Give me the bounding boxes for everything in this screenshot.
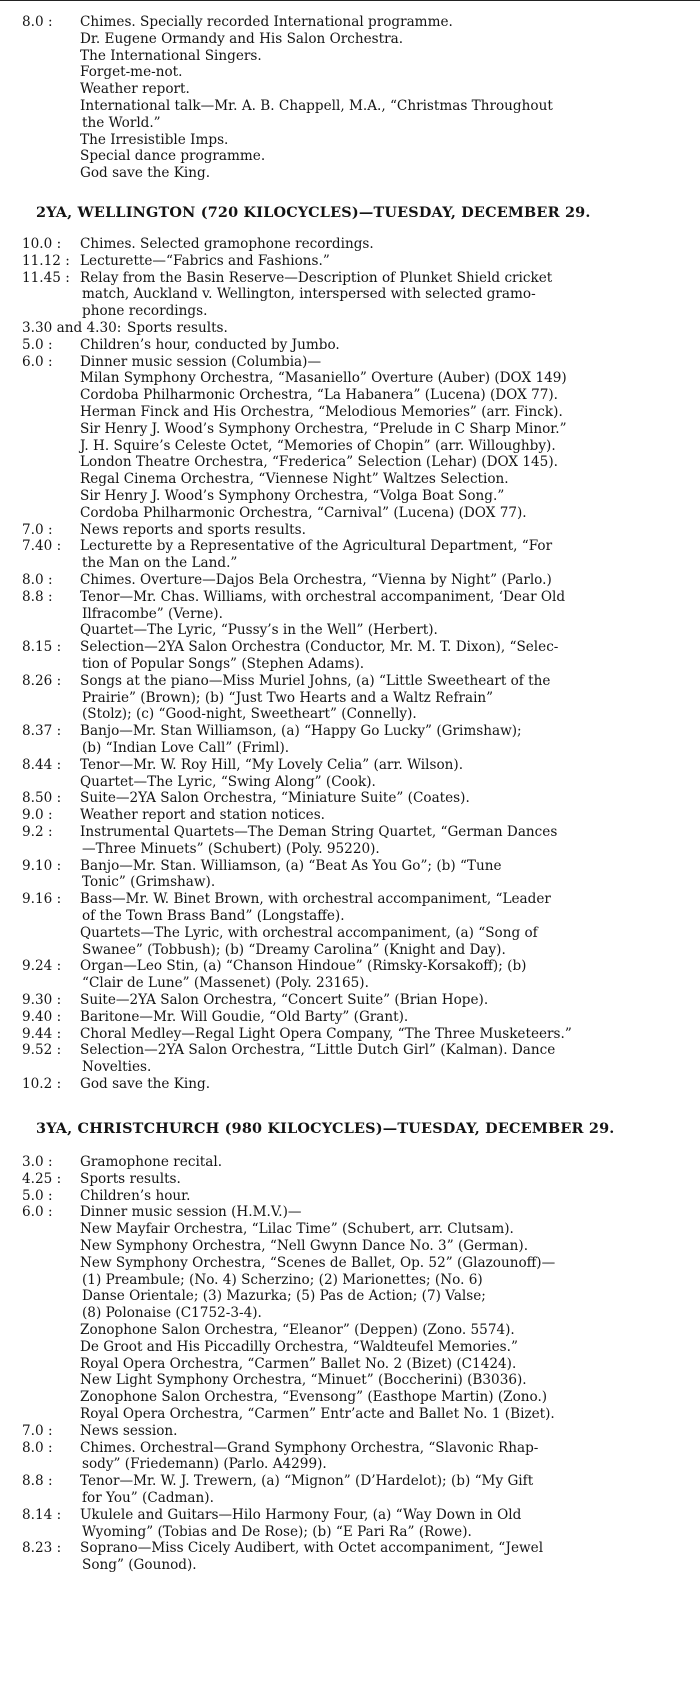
entry-text-line: Suite—2YA Salon Orchestra, “Miniature Suite” (Coates). bbox=[80, 790, 470, 807]
entry-text-line: De Groot and His Piccadilly Orchestra, “Waldteufel Memories.” bbox=[80, 1338, 518, 1355]
entry-text-line: Dr. Eugene Ormandy and His Salon Orchestra. bbox=[80, 30, 404, 47]
entry-text-line: Zonophone Salon Orchestra, “Eleanor” (Deppen) (Zono. 5574). bbox=[80, 1321, 515, 1338]
entry-text-line: Chimes. Selected gramophone recordings. bbox=[80, 236, 374, 252]
entry-text-line: New Symphony Orchestra, “Nell Gwynn Dance No. 3” (German). bbox=[80, 1237, 529, 1254]
entry-time: 8.14 : bbox=[22, 1506, 62, 1523]
entry-text-line: Swanee” (Tobbush); (b) “Dreamy Carolina” (Knight and Day). bbox=[82, 941, 506, 958]
entry-text-line: sody” (Friedemann) (Parlo. A4299). bbox=[82, 1456, 327, 1473]
programme-entry bbox=[0, 320, 700, 337]
entry-text-line: Selection—2YA Salon Orchestra, “Little Dutch Girl” (Kalman). Dance bbox=[80, 1042, 556, 1059]
entry-time: 8.26 : bbox=[22, 672, 62, 689]
programme-entry bbox=[0, 1009, 700, 1026]
programme-entry bbox=[0, 522, 700, 539]
entry-time: 8.37 : bbox=[22, 723, 62, 740]
entry-text-line: Milan Symphony Orchestra, “Masaniello” Overture (Auber) (DOX 149) bbox=[80, 370, 567, 387]
entry-text-line: Sir Henry J. Wood’s Symphony Orchestra, “Prelude in C Sharp Minor.” bbox=[80, 420, 567, 437]
entry-text-line: Weather report and station notices. bbox=[80, 807, 326, 824]
station-heading: 2YA, WELLINGTON (720 KILOCYCLES)—TUESDAY, DECEMBER 29. bbox=[36, 204, 591, 221]
entry-text-line: London Theatre Orchestra, “Frederica” Selection (Lehar) (DOX 145). bbox=[80, 454, 558, 471]
entry-time: 8.50 : bbox=[22, 790, 62, 807]
entry-text-line: Gramophone recital. bbox=[80, 1154, 223, 1170]
entry-time: 7.0 : bbox=[22, 1422, 53, 1439]
programme-entry bbox=[0, 824, 700, 858]
entry-text-line: Organ—Leo Stin, (a) “Chanson Hindoue” (Rimsky-Korsakoff); (b) bbox=[80, 958, 527, 975]
entry-text-line: Prairie” (Brown); (b) “Just Two Hearts and a Waltz Refrain” bbox=[82, 689, 494, 706]
programme-entry bbox=[0, 1171, 700, 1188]
entry-text-line: Song” (Gounod). bbox=[82, 1557, 197, 1574]
entry-time: 9.0 : bbox=[22, 807, 53, 824]
programme-entry bbox=[0, 1507, 700, 1541]
programme-entry bbox=[0, 807, 700, 824]
entry-time: 8.0 : bbox=[22, 14, 53, 30]
entry-text-line: Lecturette—“Fabrics and Fashions.” bbox=[80, 252, 330, 269]
entry-text-line: of the Town Brass Band” (Longstaffe). bbox=[82, 907, 345, 924]
entry-text-line: Wyoming” (Tobias and De Rose); (b) “E Pari Ra” (Rowe). bbox=[82, 1523, 472, 1540]
entry-text-line: Herman Finck and His Orchestra, “Melodious Memories” (arr. Finck). bbox=[80, 403, 563, 420]
entry-text-line: Dinner music session (Columbia)— bbox=[80, 353, 322, 370]
entry-text-line: Tenor—Mr. Chas. Williams, with orchestral accompaniment, ‘Dear Old bbox=[80, 588, 566, 605]
programme-entry bbox=[0, 1154, 700, 1171]
entry-time: 9.10 : bbox=[22, 857, 62, 874]
entry-text-line: Ukulele and Guitars—Hilo Harmony Four, (a) “Way Down in Old bbox=[80, 1506, 522, 1523]
programme-entry bbox=[0, 992, 700, 1009]
programme-entry bbox=[0, 270, 700, 320]
entry-text-line: Selection—2YA Salon Orchestra (Conductor, Mr. M. T. Dixon), “Selec- bbox=[80, 639, 559, 656]
entry-text-line: for You” (Cadman). bbox=[82, 1489, 214, 1506]
entry-text-line: —Three Minuets” (Schubert) (Poly. 95220). bbox=[82, 840, 380, 857]
entry-time: 9.44 : bbox=[22, 1025, 62, 1042]
entry-time: 8.0 : bbox=[22, 1439, 53, 1456]
programme-entry bbox=[0, 354, 700, 522]
programme-entry bbox=[0, 1423, 700, 1440]
entry-text-line: New Symphony Orchestra, “Scenes de Ballet, Op. 52” (Glazounoff)— bbox=[80, 1254, 556, 1271]
entry-text-line: Banjo—Mr. Stan Williamson, (a) “Happy Go Lucky” (Grimshaw); bbox=[80, 723, 522, 740]
programme-entry bbox=[0, 757, 700, 791]
entry-time: 8.23 : bbox=[22, 1540, 62, 1557]
entry-time: 8.15 : bbox=[22, 639, 62, 656]
entry-time: 6.0 : bbox=[22, 1204, 53, 1221]
programme-entry bbox=[0, 1473, 700, 1507]
station-heading: 3YA, CHRISTCHURCH (980 KILOCYCLES)—TUESDAY, DECEMBER 29. bbox=[36, 1120, 615, 1137]
programme-entry bbox=[0, 589, 700, 639]
entry-text-line: Special dance programme. bbox=[80, 148, 266, 165]
entry-text-line: Soprano—Miss Cicely Audibert, with Octet accompaniment, “Jewel bbox=[80, 1540, 544, 1557]
entry-text-line: Bass—Mr. W. Binet Brown, with orchestral accompaniment, “Leader bbox=[80, 891, 551, 908]
entry-time: 11.12 : bbox=[22, 252, 70, 269]
entry-text-line: Baritone—Mr. Will Goudie, “Old Barty” (Grant). bbox=[80, 1008, 409, 1025]
entry-text-line: Royal Opera Orchestra, “Carmen” Entr’acte and Ballet No. 1 (Bizet). bbox=[80, 1405, 555, 1422]
entry-text-line: Weather report. bbox=[80, 81, 190, 98]
entry-time: 4.25 : bbox=[22, 1170, 62, 1187]
programme-entry bbox=[0, 1540, 700, 1574]
programme-entry bbox=[0, 1076, 700, 1093]
entry-text-line: Zonophone Salon Orchestra, “Evensong” (Easthope Martin) (Zono.) bbox=[80, 1389, 548, 1406]
entry-time: 9.24 : bbox=[22, 958, 62, 975]
entry-time: 10.2 : bbox=[22, 1076, 62, 1092]
entry-time: 8.0 : bbox=[22, 572, 53, 588]
entry-text-line: (8) Polonaise (C1752-3-4). bbox=[82, 1305, 262, 1322]
entry-text-line: Quartet—The Lyric, “Swing Along” (Cook). bbox=[80, 773, 376, 790]
entry-time: 5.0 : bbox=[22, 1187, 53, 1204]
entry-text-line: Songs at the piano—Miss Muriel Johns, (a) “Little Sweetheart of the bbox=[80, 672, 551, 689]
entry-time: 7.40 : bbox=[22, 538, 62, 555]
entry-text-line: Chimes. Overture—Dajos Bela Orchestra, “Vienna by Night” (Parlo.) bbox=[80, 572, 552, 588]
entry-time: 5.0 : bbox=[22, 336, 53, 353]
entry-text-line: News session. bbox=[80, 1422, 178, 1439]
entry-text-line: God save the King. bbox=[80, 1076, 211, 1092]
entry-text-line: New Mayfair Orchestra, “Lilac Time” (Schubert, arr. Clutsam). bbox=[80, 1221, 514, 1238]
entry-text-line: the World.” bbox=[82, 114, 161, 131]
entry-text-line: The Irresistible Imps. bbox=[80, 131, 229, 148]
entry-text-line: (Stolz); (c) “Good-night, Sweetheart” (Connelly). bbox=[82, 706, 417, 723]
programme-entry bbox=[0, 337, 700, 354]
entry-time: 9.40 : bbox=[22, 1008, 62, 1025]
entry-text-line: Cordoba Philharmonic Orchestra, “Carnival” (Lucena) (DOX 77). bbox=[80, 504, 527, 521]
top-rule bbox=[0, 0, 700, 1]
entry-time: 3.0 : bbox=[22, 1154, 53, 1170]
entry-text-line: Sports results. bbox=[127, 320, 228, 336]
entry-time: 9.16 : bbox=[22, 891, 62, 908]
entry-text-line: Suite—2YA Salon Orchestra, “Concert Suite” (Brian Hope). bbox=[80, 992, 489, 1008]
entry-time: 11.45 : bbox=[22, 269, 70, 286]
entry-time: 9.30 : bbox=[22, 992, 62, 1008]
entry-text-line: tion of Popular Songs” (Stephen Adams). bbox=[82, 655, 365, 672]
entry-text-line: Dinner music session (H.M.V.)— bbox=[80, 1204, 302, 1221]
programme-entry bbox=[0, 858, 700, 892]
programme-entry bbox=[0, 1204, 700, 1422]
entry-text-line: Tenor—Mr. W. Roy Hill, “My Lovely Celia” (arr. Wilson). bbox=[80, 756, 464, 773]
programme-entry bbox=[0, 1440, 700, 1474]
entry-text-line: International talk—Mr. A. B. Chappell, M.A., “Christmas Throughout bbox=[80, 98, 553, 114]
entry-text-line: Ilfracombe” (Verne). bbox=[82, 605, 223, 622]
programme-entry bbox=[0, 1188, 700, 1205]
entry-text-line: Lecturette by a Representative of the Agricultural Department, “For bbox=[80, 538, 553, 555]
entry-text-line: Sir Henry J. Wood’s Symphony Orchestra, “Volga Boat Song.” bbox=[80, 487, 505, 504]
entry-text-line: Regal Cinema Orchestra, “Viennese Night” Waltzes Selection. bbox=[80, 471, 509, 488]
entry-time: 3.30 and 4.30: bbox=[22, 320, 122, 336]
entry-time: 8.8 : bbox=[22, 588, 53, 605]
programme-entry bbox=[0, 673, 700, 723]
programme-entry bbox=[0, 538, 700, 572]
entry-text-line: (1) Preambule; (No. 4) Scherzino; (2) Marionettes; (No. 6) bbox=[82, 1271, 483, 1288]
entry-text-line: Quartets—The Lyric, with orchestral accompaniment, (a) “Song of bbox=[80, 924, 538, 941]
entry-text-line: Forget-me-not. bbox=[80, 64, 183, 81]
entry-time: 7.0 : bbox=[22, 521, 53, 538]
entry-text-line: (b) “Indian Love Call” (Friml). bbox=[82, 739, 290, 756]
programme-entry bbox=[0, 253, 700, 270]
entry-text-line: God save the King. bbox=[80, 165, 211, 182]
entry-text-line: Royal Opera Orchestra, “Carmen” Ballet No. 2 (Bizet) (C1424). bbox=[80, 1355, 517, 1372]
entry-text-line: Sports results. bbox=[80, 1170, 181, 1187]
entry-text-line: New Light Symphony Orchestra, “Minuet” (Boccherini) (B3036). bbox=[80, 1372, 527, 1389]
entry-text-line: Chimes. Orchestral—Grand Symphony Orchestra, “Slavonic Rhap- bbox=[80, 1439, 539, 1456]
entry-text-line: “Clair de Lune” (Massenet) (Poly. 23165). bbox=[82, 975, 369, 992]
programme-entry bbox=[0, 790, 700, 807]
entry-text-line: match, Auckland v. Wellington, interspersed with selected gramo- bbox=[82, 286, 536, 303]
entry-text-line: Children’s hour. bbox=[80, 1187, 191, 1204]
entry-time: 10.0 : bbox=[22, 236, 62, 252]
entry-text-line: J. H. Squire’s Celeste Octet, “Memories of Chopin” (arr. Willoughby). bbox=[80, 437, 556, 454]
entry-time: 9.2 : bbox=[22, 824, 53, 840]
programme-entry bbox=[0, 1026, 700, 1043]
entry-text-line: Relay from the Basin Reserve—Description of Plunket Shield cricket bbox=[80, 269, 553, 286]
programme-entry bbox=[0, 639, 700, 673]
programme-entry bbox=[0, 572, 700, 589]
entry-text-line: Quartet—The Lyric, “Pussy’s in the Well” (Herbert). bbox=[80, 622, 438, 639]
entry-text-line: Novelties. bbox=[82, 1059, 152, 1076]
entry-text-line: Children’s hour, conducted by Jumbo. bbox=[80, 336, 340, 353]
programme-entry bbox=[0, 958, 700, 992]
entry-text-line: Tenor—Mr. W. J. Trewern, (a) “Mignon” (D’Hardelot); (b) “My Gift bbox=[80, 1473, 534, 1490]
entry-time: 6.0 : bbox=[22, 353, 53, 370]
entry-text-line: News reports and sports results. bbox=[80, 521, 306, 538]
entry-text-line: phone recordings. bbox=[82, 303, 208, 320]
entry-time: 8.44 : bbox=[22, 756, 62, 773]
entry-time: 9.52 : bbox=[22, 1042, 62, 1059]
entry-text-line: Choral Medley—Regal Light Opera Company, “The Three Musketeers.” bbox=[80, 1025, 572, 1042]
programme-entry bbox=[0, 236, 700, 253]
entry-text-line: Banjo—Mr. Stan. Williamson, (a) “Beat As You Go”; (b) “Tune bbox=[80, 857, 502, 874]
entry-text-line: Instrumental Quartets—The Deman String Quartet, “German Dances bbox=[80, 824, 558, 840]
programme-entry bbox=[0, 723, 700, 757]
programme-entry bbox=[0, 891, 700, 958]
programme-entry bbox=[0, 14, 700, 182]
entry-text-line: Danse Orientale; (3) Mazurka; (5) Pas de Action; (7) Valse; bbox=[82, 1288, 486, 1305]
entry-text-line: The International Singers. bbox=[80, 47, 262, 64]
entry-time: 8.8 : bbox=[22, 1473, 53, 1490]
programme-entry bbox=[0, 1042, 700, 1076]
entry-text-line: Tonic” (Grimshaw). bbox=[82, 874, 216, 891]
entry-text-line: Cordoba Philharmonic Orchestra, “La Habanera” (Lucena) (DOX 77). bbox=[80, 387, 558, 404]
entry-text-line: Chimes. Specially recorded International programme. bbox=[80, 14, 453, 30]
entry-text-line: the Man on the Land.” bbox=[82, 555, 238, 572]
